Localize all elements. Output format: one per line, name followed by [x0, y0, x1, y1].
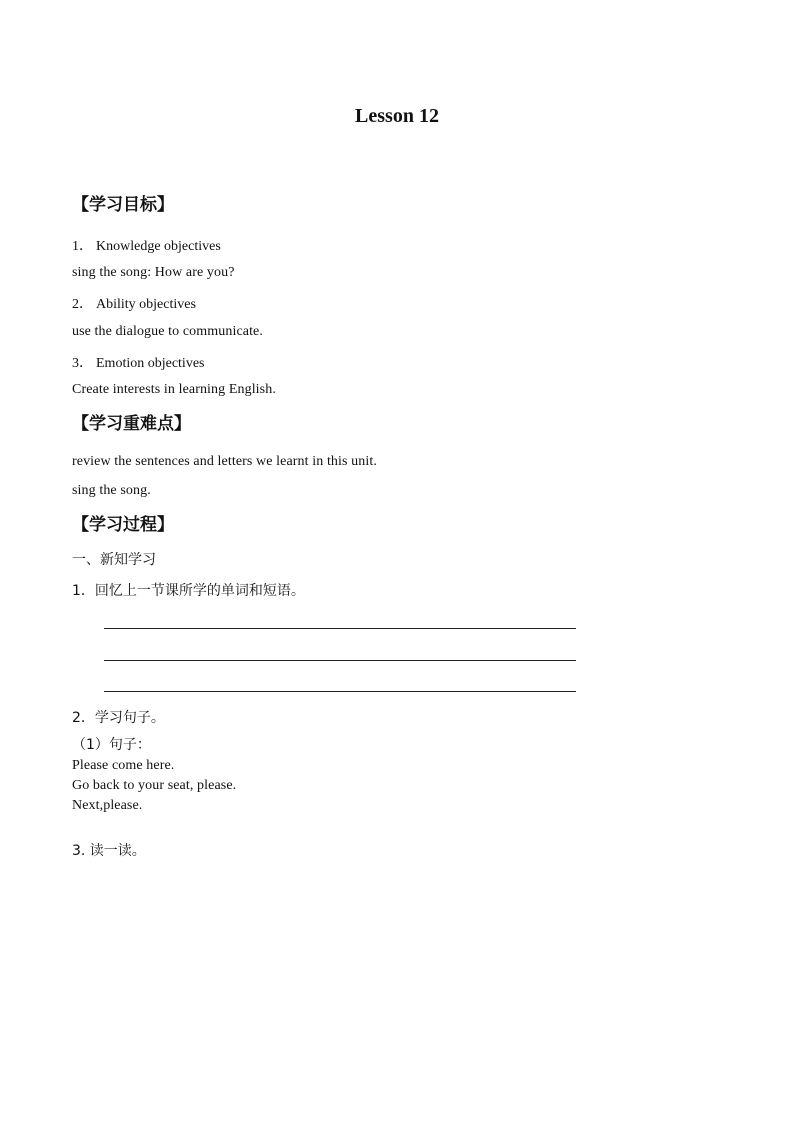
objectives-heading: 【学习目标】	[72, 195, 174, 215]
objective-item-1-detail: sing the song: How are you?	[72, 265, 235, 280]
key-point-line-2: sing the song.	[72, 483, 151, 498]
objective-item-3-detail: Create interests in learning English.	[72, 382, 276, 397]
page-title: Lesson 12	[355, 105, 439, 127]
answer-blank-line-1[interactable]	[104, 628, 576, 629]
process-step-2: 2．学习句子。	[72, 710, 165, 726]
process-part-1: 一、新知学习	[72, 552, 156, 568]
sentence-1: Please come here.	[72, 758, 175, 773]
objective-item-3	[72, 352, 204, 372]
objective-item-2	[72, 293, 196, 313]
process-step-1: 1．回忆上一节课所学的单词和短语。	[72, 583, 305, 599]
objective-item-1	[72, 235, 221, 255]
key-points-heading: 【学习重难点】	[72, 414, 191, 434]
objective-item-2-detail: use the dialogue to communicate.	[72, 324, 263, 339]
objective-item-1-label: Knowledge objectives	[96, 239, 221, 254]
key-point-line-1: review the sentences and letters we learnt in this unit.	[72, 454, 377, 469]
objective-item-1-number: 1．	[72, 239, 93, 254]
process-heading: 【学习过程】	[72, 515, 174, 535]
sentence-3: Next,please.	[72, 798, 143, 813]
answer-blank-line-2[interactable]	[104, 660, 576, 661]
objective-item-2-number: 2．	[72, 297, 93, 312]
objective-item-2-label: Ability objectives	[96, 297, 196, 312]
process-sub-1: （1）句子：	[72, 737, 151, 753]
answer-blank-line-3[interactable]	[104, 691, 576, 692]
process-step-3: 3. 读一读。	[72, 843, 146, 859]
objective-item-3-number: 3．	[72, 356, 93, 371]
sentence-2: Go back to your seat, please.	[72, 778, 237, 793]
objective-item-3-label: Emotion objectives	[96, 356, 205, 371]
